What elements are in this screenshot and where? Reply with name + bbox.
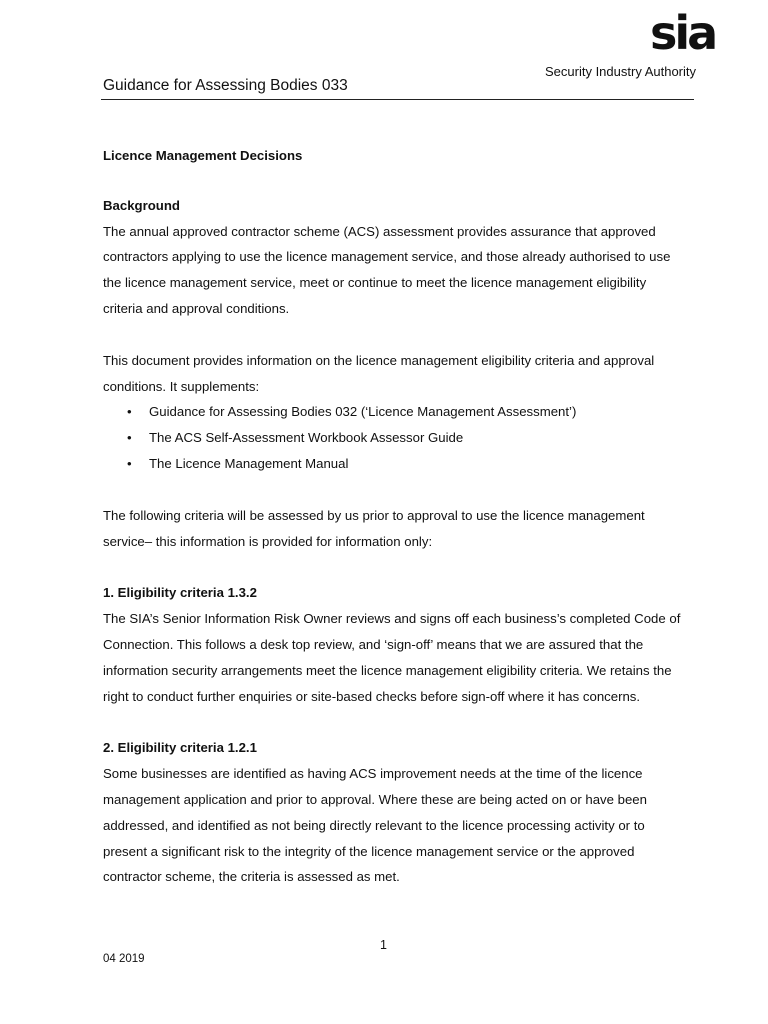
document-body [103, 143, 683, 890]
document-title: Guidance for Assessing Bodies 033 [103, 77, 348, 94]
section-heading-2: 2. Eligibility criteria 1.2.1 [103, 740, 257, 756]
list-item: • The ACS Self-Assessment Workbook Assessor Guide [103, 425, 683, 451]
page-title: Licence Management Decisions [103, 148, 303, 163]
sia-logo: sia [650, 6, 716, 60]
criteria-paragraph: The following criteria will be assessed by us prior to approval to use the licence management service– this information is provided for information only: [103, 507, 645, 549]
page-number: 1 [380, 938, 387, 952]
intro-paragraph: This document provides information on the licence management eligibility criteria and approval conditions. It supplements: [103, 352, 655, 394]
supplements-list [103, 399, 683, 476]
background-paragraph: The annual approved contractor scheme (ACS) assessment provides assurance that approved contractors applying to use the licence management service, and those already authorised to use the licence management service, meet or continue to meet the licence management eligibility criteria and approval conditions. [103, 223, 671, 316]
header-divider [101, 99, 694, 100]
footer-date: 04 2019 [103, 953, 145, 965]
list-item: • The Licence Management Manual [103, 451, 683, 477]
section-heading-1: 1. Eligibility criteria 1.3.2 [103, 585, 257, 601]
org-name: Security Industry Authority [545, 64, 697, 79]
background-heading: Background [103, 197, 180, 213]
list-item: • Guidance for Assessing Bodies 032 (‘Licence Management Assessment’) [103, 399, 683, 425]
section-text-2: Some businesses are identified as having ACS improvement needs at the time of the licence management application and prior to approval. Where these are being acted on or have been addressed, and identified as not being directly relevant to the licence processing activity or to present a significant risk to the integrity of the licence management service or the approved contractor scheme, the criteria is assessed as met. [103, 766, 647, 885]
section-text-1: The SIA’s Senior Information Risk Owner reviews and signs off each business’s completed Code of Connection. This follows a desk top review, and ‘sign-off’ means that we are assured that the information security arrangements meet the licence management eligibility criteria. We retains the right to conduct further enquiries or site-based checks before sign-off where it has concerns. [103, 611, 681, 704]
